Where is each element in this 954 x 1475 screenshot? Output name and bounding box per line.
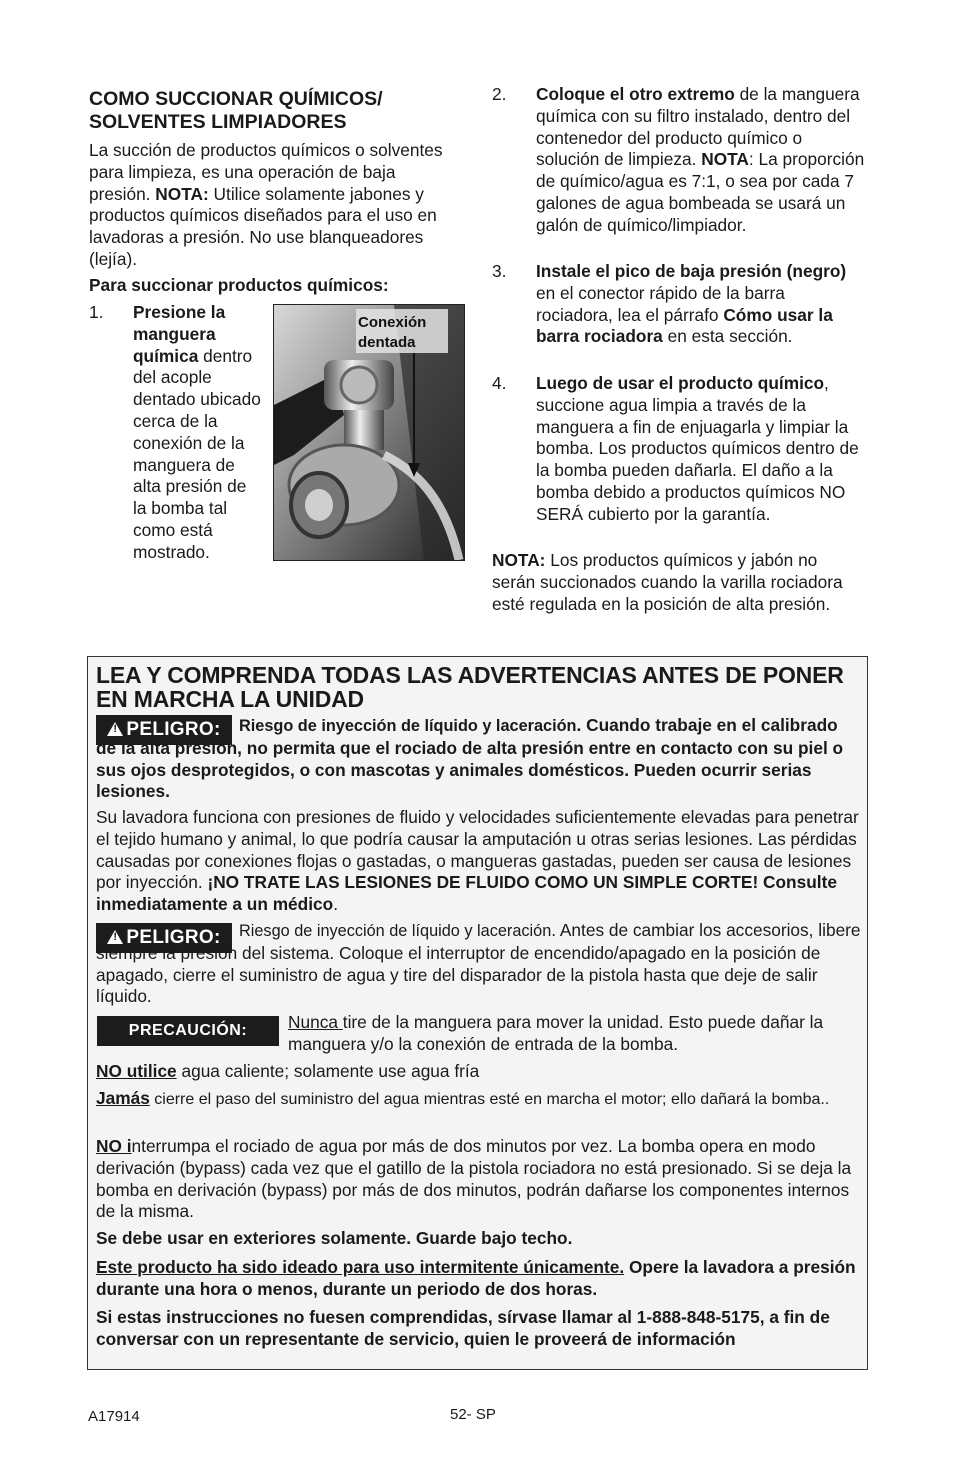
hot-water-note: NO utilice agua caliente; solamente use agua fría	[96, 1061, 480, 1081]
caution-badge: PRECAUCIÓN:	[97, 1016, 279, 1046]
warnings-box	[87, 656, 868, 1370]
warning-triangle-icon: !	[107, 930, 123, 944]
document-number: A17914	[88, 1408, 140, 1425]
step-number: 3.	[492, 261, 507, 281]
hose-connection-photo	[273, 304, 465, 561]
water-supply-note: Jamás cierre el paso del suministro del agua mientras esté en marcha el motor; ello dañará la bomba..	[96, 1088, 830, 1108]
note-paragraph: NOTA: Los productos químicos y jabón no serán succionados cuando la varilla rociadora esté regulada en la posición de alta presión.	[492, 550, 843, 614]
danger-badge: ! PELIGRO:	[96, 923, 232, 953]
intro-paragraph: La succión de productos químicos o solventes para limpieza, es una operación de baja presión. NOTA: Utilice solamente jabones y productos químicos diseñados para el uso en lavadoras a presión. No use blanqueadores (lejía).	[89, 140, 443, 269]
step-number: 4.	[492, 373, 507, 393]
pressure-warning-paragraph: Su lavadora funciona con presiones de fluido y velocidades suficientemente elevadas para penetrar el tejido humano y animal, lo que podría causar la amputación u otras serias lesiones. Las pérdidas causadas por conexiones flojas o gastadas, o mangueras gastadas, pueden ser causa de lesiones por inyección. ¡NO TRATE LAS LESIONES DE FLUIDO COMO UN SIMPLE CORTE! Consulte inmediatamente a un médico.	[96, 807, 859, 915]
step-text: Luego de usar el producto químico, succione agua limpia a través de la manguera a fin de enjuagarla y limpiar la bomba. Los productos químicos dentro de la bomba pueden dañarla. El daño a la bomba debido a productos químicos NO SERÁ cubierto por la garantía.	[536, 373, 859, 524]
danger-badge: ! PELIGRO:	[96, 715, 232, 745]
service-contact-note: Si estas instrucciones no fuesen comprendidas, sírvase llamar al 1-888-848-5175, a fin de conversar con un representante de servicio, quien le proveerá de información	[96, 1307, 830, 1349]
step-3	[492, 261, 867, 371]
danger-injection-text: Riesgo de inyección de líquido y laceración. Cuando trabaje en el calibrado de la alta presión, no permita que el rociado de alta presión entre en contacto con su piel o sus ojos desprotegidos, o con mascotas y animales domésticos. Pueden ocurrir serias lesiones.	[96, 715, 844, 802]
warning-triangle-icon: !	[107, 722, 123, 736]
intermittent-use-note: Este producto ha sido ideado para uso intermitente únicamente. Opere la lavadora a presión durante una hora o menos, durante un periodo de dos horas.	[96, 1257, 856, 1299]
outdoor-use-note: Se debe usar en exteriores solamente. Guarde bajo techo.	[96, 1228, 573, 1248]
step-text: Presione la manguera química dentro del acople dentado ubicado cerca de la conexión de la manguera de alta presión de la bomba tal como está mostrado.	[133, 302, 261, 562]
step-text: Instale el pico de baja presión (negro) en el conector rápido de la barra rociadora, lea el párrafo Cómo usar la barra rociadora en esta sección.	[536, 261, 847, 347]
step-1	[89, 302, 265, 612]
photo-callout-label: Conexión dentada	[358, 314, 427, 351]
bypass-note: NO interrumpa el rociado de agua por más de dos minutos por vez. La bomba opera en modo derivación (bypass) cada vez que el gatillo de la pistola rociadora no está presionado. Si se deja la bomba en derivación (bypass) por más de dos minutos, podrán dañarse los componentes internos de la misma.	[96, 1136, 852, 1222]
caution-text: Nunca tire de la manguera para mover la unidad. Esto puede dañar la manguera y/o la conexión de entrada de la bomba.	[288, 1012, 824, 1054]
nota-label: NOTA:	[155, 183, 209, 204]
step-text: Coloque el otro extremo de la manguera química con su filtro instalado, dentro del contenedor del producto químico o solución de limpieza. NOTA: La proporción de químico/agua es 7:1, o sea por cada 7 galones de agua bombeada se usará un galón de químico/limpiador.	[536, 84, 865, 235]
subheading: Para succionar productos químicos:	[89, 275, 389, 295]
section-heading: COMO SUCCIONAR QUÍMICOS/ SOLVENTES LIMPIADORES	[89, 88, 383, 133]
step-4	[492, 373, 867, 548]
danger-pressure-release-text: Riesgo de inyección de líquido y laceración. Antes de cambiar los accesorios, libere siempre la presión del sistema. Coloque el interruptor de encendido/apagado en la posición de apagado, cierre el suministro de agua y tire del disparador de la pistola hasta que deje de salir líquido.	[96, 920, 861, 1007]
page-number: 52- SP	[450, 1406, 496, 1423]
step-number: 2.	[492, 84, 507, 104]
step-2	[492, 84, 867, 259]
warnings-heading: LEA Y COMPRENDA TODAS LAS ADVERTENCIAS ANTES DE PONER EN MARCHA LA UNIDAD	[96, 662, 844, 712]
step-number: 1.	[89, 302, 104, 322]
nota-label: NOTA:	[492, 550, 546, 570]
